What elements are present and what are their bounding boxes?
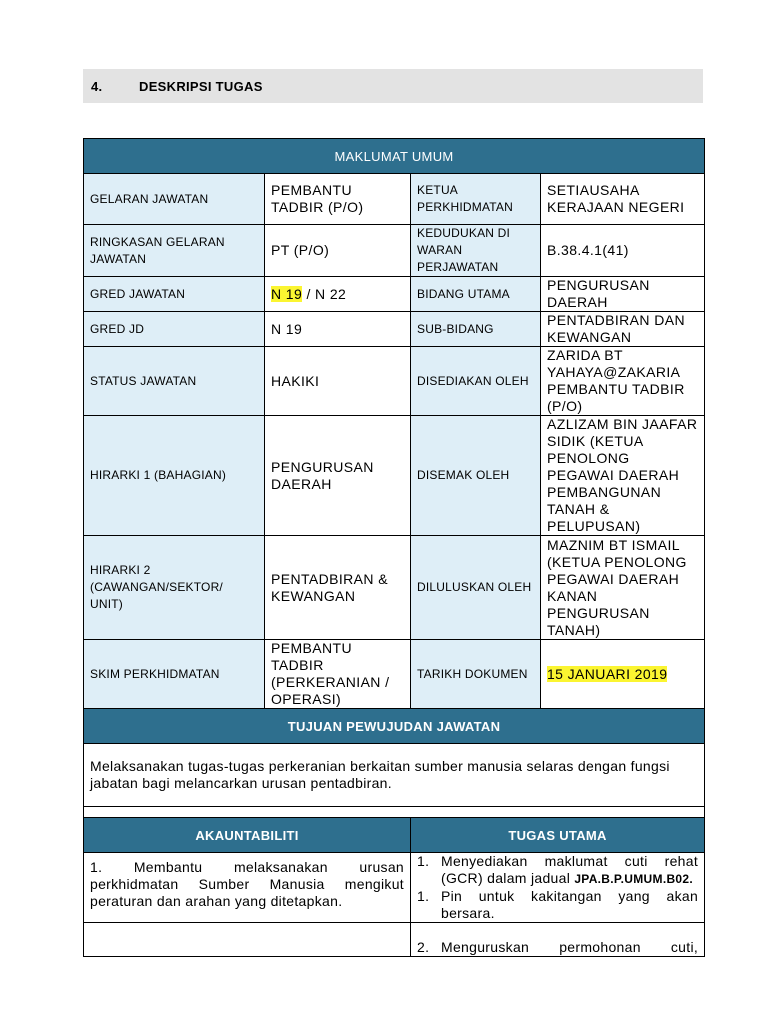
field-value: PENGURUSAN DAERAH xyxy=(265,416,411,536)
info-row xyxy=(84,536,705,640)
field-value: PT (P/O) xyxy=(265,225,411,277)
tujuan-header: TUJUAN PEWUJUDAN JAWATAN xyxy=(84,709,705,744)
field-value xyxy=(265,277,411,312)
section-number: 4. xyxy=(91,79,103,94)
field-value: PENGURUSAN DAERAH xyxy=(541,277,705,312)
info-row xyxy=(84,174,705,225)
field-value: N 19 xyxy=(265,312,411,347)
field-label: SUB-BIDANG xyxy=(411,312,541,347)
task-item xyxy=(417,888,698,922)
field-value: AZLIZAM BIN JAAFAR SIDIK (KETUA PENOLONG PEGAWAI DAERAH PEMBANGUNAN TANAH & PELUPUSAN) xyxy=(541,416,705,536)
section-title: DESKRIPSI TUGAS xyxy=(139,79,263,94)
task-number: 2. xyxy=(417,939,430,955)
field-label: HIRARKI 1 (BAHAGIAN) xyxy=(84,416,265,536)
task-text: Menguruskan permohonan cuti, xyxy=(441,939,699,955)
tasks-list xyxy=(417,853,698,922)
info-row xyxy=(84,225,705,277)
accountability-item: 1. Membantu melaksanakan urusan perkhidmatan Sumber Manusia mengikut peraturan dan arahan yang ditetapkan. xyxy=(84,853,411,923)
task-number: 1. xyxy=(417,853,430,869)
field-label: HIRARKI 2 (CAWANGAN/SEKTOR/ UNIT) xyxy=(84,536,265,640)
task-item xyxy=(417,853,698,888)
field-value: PEMBANTU TADBIR (PERKERANIAN / OPERASI) xyxy=(265,640,411,709)
field-value: MAZNIM BT ISMAIL (KETUA PENOLONG PEGAWAI DAERAH KANAN PENGURUSAN TANAH) xyxy=(541,536,705,640)
tasks-cell xyxy=(411,923,705,957)
tasks-cell xyxy=(411,853,705,923)
field-label: SKIM PERKHIDMATAN xyxy=(84,640,265,709)
tugas-utama-header: TUGAS UTAMA xyxy=(411,818,705,853)
field-value: SETIAUSAHA KERAJAAN NEGERI xyxy=(541,174,705,225)
info-row xyxy=(84,312,705,347)
field-label: STATUS JAWATAN xyxy=(84,347,265,416)
grade-rest: / N 22 xyxy=(302,285,347,302)
task-item xyxy=(417,925,698,956)
job-description-table xyxy=(83,138,705,957)
field-value: PEMBANTU TADBIR (P/O) xyxy=(265,174,411,225)
field-value: ZARIDA BT YAHAYA@ZAKARIA PEMBANTU TADBIR (P/O) xyxy=(541,347,705,416)
task-text: Menyediakan maklumat cuti rehat (GCR) dalam jadual xyxy=(441,853,699,886)
task-text: Pin untuk kakitangan yang akan bersara. xyxy=(441,888,699,921)
task-number: 1. xyxy=(417,888,430,904)
field-value: PENTADBIRAN DAN KEWANGAN xyxy=(541,312,705,347)
field-label: KEDUDUKAN DI WARAN PERJAWATAN xyxy=(411,225,541,277)
maklumat-umum-header: MAKLUMAT UMUM xyxy=(84,139,705,174)
field-label: BIDANG UTAMA xyxy=(411,277,541,312)
field-label: GRED JD xyxy=(84,312,265,347)
field-value xyxy=(541,640,705,709)
highlighted-date: 15 JANUARI 2019 xyxy=(547,665,668,682)
field-value: B.38.4.1(41) xyxy=(541,225,705,277)
akauntabiliti-header: AKAUNTABILITI xyxy=(84,818,411,853)
field-label: KETUA PERKHIDMATAN xyxy=(411,174,541,225)
info-row xyxy=(84,347,705,416)
field-label: DISEDIAKAN OLEH xyxy=(411,347,541,416)
task-code: JPA.B.P.UMUM.B02. xyxy=(574,872,693,886)
section-heading-bar xyxy=(83,69,703,103)
spacer xyxy=(84,807,705,818)
field-label: DILULUSKAN OLEH xyxy=(411,536,541,640)
field-label: GRED JAWATAN xyxy=(84,277,265,312)
field-label: TARIKH DOKUMEN xyxy=(411,640,541,709)
highlighted-grade: N 19 xyxy=(271,285,303,302)
info-row xyxy=(84,640,705,709)
field-value: HAKIKI xyxy=(265,347,411,416)
field-label: RINGKASAN GELARAN JAWATAN xyxy=(84,225,265,277)
info-row xyxy=(84,416,705,536)
tujuan-text: Melaksanakan tugas-tugas perkeranian berkaitan sumber manusia selaras dengan fungsi jabatan bagi melancarkan urusan pentadbiran. xyxy=(84,744,705,807)
field-label: DISEMAK OLEH xyxy=(411,416,541,536)
accountability-item-empty xyxy=(84,923,411,957)
field-label: GELARAN JAWATAN xyxy=(84,174,265,225)
tasks-list xyxy=(417,925,698,956)
info-row xyxy=(84,277,705,312)
field-value: PENTADBIRAN & KEWANGAN xyxy=(265,536,411,640)
